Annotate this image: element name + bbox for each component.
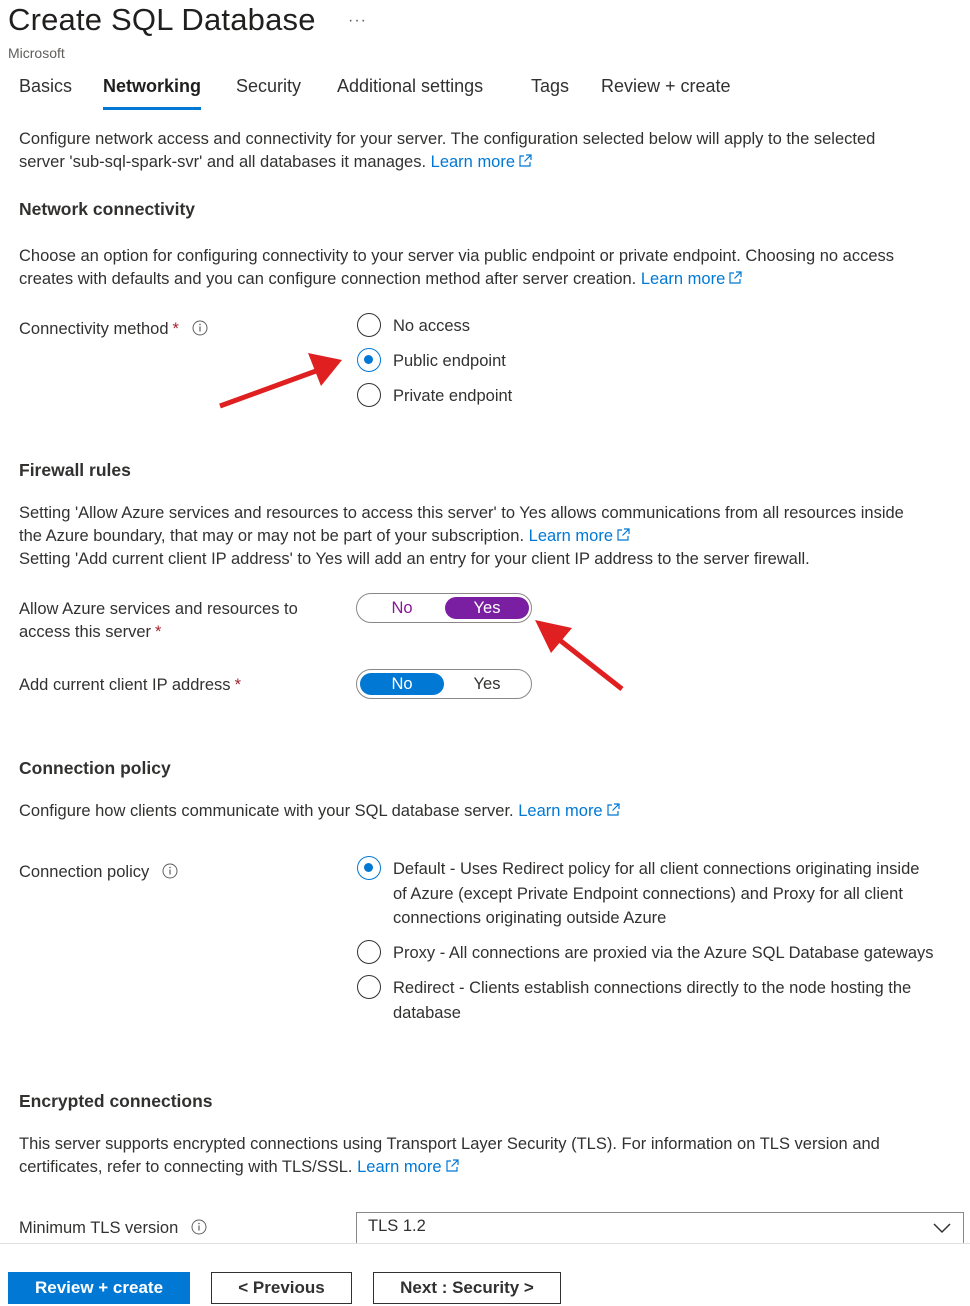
firewall-learn-more-link[interactable]: Learn more xyxy=(529,527,630,545)
radio-label xyxy=(393,976,911,1025)
connection-policy-learn-more-link[interactable]: Learn more xyxy=(518,802,619,820)
client-ip-label-text: Add current client IP address xyxy=(19,676,231,694)
encrypted-connections-heading: Encrypted connections xyxy=(19,1091,213,1111)
network-learn-more-link[interactable]: Learn more xyxy=(641,270,742,288)
radio-private-endpoint[interactable] xyxy=(357,384,512,409)
info-icon[interactable] xyxy=(192,320,208,336)
connection-policy-desc xyxy=(19,800,620,823)
policy-default-line-2: of Azure (except Private Endpoint connections) and Proxy for all client xyxy=(393,884,903,903)
network-connectivity-desc xyxy=(19,245,894,291)
policy-redirect-line-1: Redirect - Clients establish connections directly to the node hosting the xyxy=(393,979,912,997)
arrow-to-public-endpoint xyxy=(220,353,342,406)
arrow-to-allow-azure-toggle xyxy=(535,620,622,689)
info-icon[interactable] xyxy=(191,1219,207,1235)
radio-no-access[interactable] xyxy=(357,314,470,339)
client-ip-label xyxy=(19,674,241,697)
external-link-icon xyxy=(728,271,742,285)
info-icon[interactable] xyxy=(162,863,178,879)
radio-circle[interactable] xyxy=(357,940,381,964)
intro-text xyxy=(19,128,875,174)
policy-redirect-line-2: database xyxy=(393,1003,461,1022)
client-ip-toggle[interactable] xyxy=(356,669,532,699)
tab-security[interactable]: Security xyxy=(236,76,302,96)
external-link-icon xyxy=(616,528,630,542)
chevron-down-icon xyxy=(933,1221,951,1235)
radio-policy-proxy[interactable] xyxy=(357,941,934,966)
allow-azure-label xyxy=(19,598,298,644)
firewall-rules-heading: Firewall rules xyxy=(19,460,131,480)
radio-circle-selected[interactable] xyxy=(357,348,381,372)
connection-policy-desc-text: Configure how clients communicate with your SQL database server. xyxy=(19,802,514,820)
radio-policy-default[interactable] xyxy=(357,857,919,931)
next-security-button[interactable]: Next : Security > xyxy=(373,1272,561,1304)
radio-circle[interactable] xyxy=(357,383,381,407)
encrypted-learn-more-link[interactable]: Learn more xyxy=(357,1158,458,1176)
tab-basics[interactable]: Basics xyxy=(19,76,73,96)
radio-circle-selected[interactable] xyxy=(357,856,381,880)
previous-button[interactable]: < Previous xyxy=(211,1272,352,1304)
tab-review-create[interactable]: Review + create xyxy=(601,76,731,96)
policy-default-line-3: connections originating outside Azure xyxy=(393,909,667,927)
connectivity-method-label xyxy=(19,318,208,341)
more-options-button[interactable]: ··· xyxy=(348,12,367,29)
footer-bar xyxy=(0,1243,970,1306)
radio-circle[interactable] xyxy=(357,313,381,337)
external-link-icon xyxy=(606,803,620,817)
tab-networking[interactable]: Networking xyxy=(103,76,202,96)
connection-policy-label-text: Connection policy xyxy=(19,863,150,881)
encrypted-desc xyxy=(19,1133,880,1179)
tls-version-value: TLS 1.2 xyxy=(368,1217,426,1235)
network-desc-line-1: Choose an option for configuring connectivity to your server via public endpoint or private endpoint. Choosing no access xyxy=(19,247,895,265)
network-connectivity-heading: Network connectivity xyxy=(19,199,196,219)
firewall-desc-line-2: the Azure boundary, that may or may not be part of your subscription. xyxy=(19,527,525,545)
external-link-icon xyxy=(518,154,532,168)
encrypted-desc-line-2: certificates, refer to connecting with TLS/SSL. xyxy=(19,1158,353,1176)
allow-azure-no[interactable]: No xyxy=(391,599,413,617)
connectivity-method-text: Connectivity method xyxy=(19,320,169,338)
policy-default-line-1: Default - Uses Redirect policy for all client connections originating inside xyxy=(393,860,920,878)
intro-learn-more-link[interactable]: Learn more xyxy=(431,153,532,171)
intro-line-2: server 'sub-sql-spark-svr' and all databases it manages. xyxy=(19,153,427,171)
radio-public-endpoint[interactable] xyxy=(357,349,506,374)
allow-azure-toggle[interactable] xyxy=(356,593,532,623)
radio-label: Public endpoint xyxy=(393,352,506,370)
tls-label-text: Minimum TLS version xyxy=(19,1219,179,1237)
review-create-button[interactable]: Review + create xyxy=(8,1272,190,1304)
firewall-desc xyxy=(19,502,904,571)
allow-azure-yes[interactable]: Yes xyxy=(445,597,529,619)
tab-tags[interactable]: Tags xyxy=(531,76,570,96)
connection-policy-heading: Connection policy xyxy=(19,758,171,778)
network-desc-line-2: creates with defaults and you can configure connection method after server creation. xyxy=(19,270,637,288)
tls-version-select[interactable] xyxy=(356,1212,964,1244)
radio-label: Proxy - All connections are proxied via the Azure SQL Database gateways xyxy=(393,944,934,962)
firewall-desc-line-1: Setting 'Allow Azure services and resources to access this server' to Yes allows communications from all resources inside xyxy=(19,504,904,522)
page-subtitle: Microsoft xyxy=(8,45,65,61)
radio-policy-redirect[interactable] xyxy=(357,976,911,1025)
radio-label: No access xyxy=(393,317,471,335)
allow-azure-label-line-2: access this server xyxy=(19,623,152,641)
required-mark: * xyxy=(172,320,179,338)
page-title: Create SQL Database xyxy=(8,2,316,37)
connection-policy-label xyxy=(19,861,178,884)
radio-circle[interactable] xyxy=(357,975,381,999)
encrypted-desc-line-1: This server supports encrypted connections using Transport Layer Security (TLS). For information on TLS version and xyxy=(19,1135,880,1153)
firewall-desc-line-3: Setting 'Add current client IP address' to Yes will add an entry for your client IP address to the server firewall. xyxy=(19,550,810,568)
external-link-icon xyxy=(445,1159,459,1173)
client-ip-yes[interactable]: Yes xyxy=(473,675,501,693)
tls-label xyxy=(19,1217,207,1240)
radio-label xyxy=(393,857,919,931)
required-mark: * xyxy=(155,623,162,641)
required-mark: * xyxy=(234,676,241,694)
allow-azure-label-line-1: Allow Azure services and resources to xyxy=(19,600,298,618)
client-ip-no[interactable]: No xyxy=(360,673,444,695)
tab-additional-settings[interactable]: Additional settings xyxy=(337,76,484,96)
intro-line-1: Configure network access and connectivity for your server. The configuration selected below will apply to the selected xyxy=(19,130,876,148)
radio-label: Private endpoint xyxy=(393,387,513,405)
